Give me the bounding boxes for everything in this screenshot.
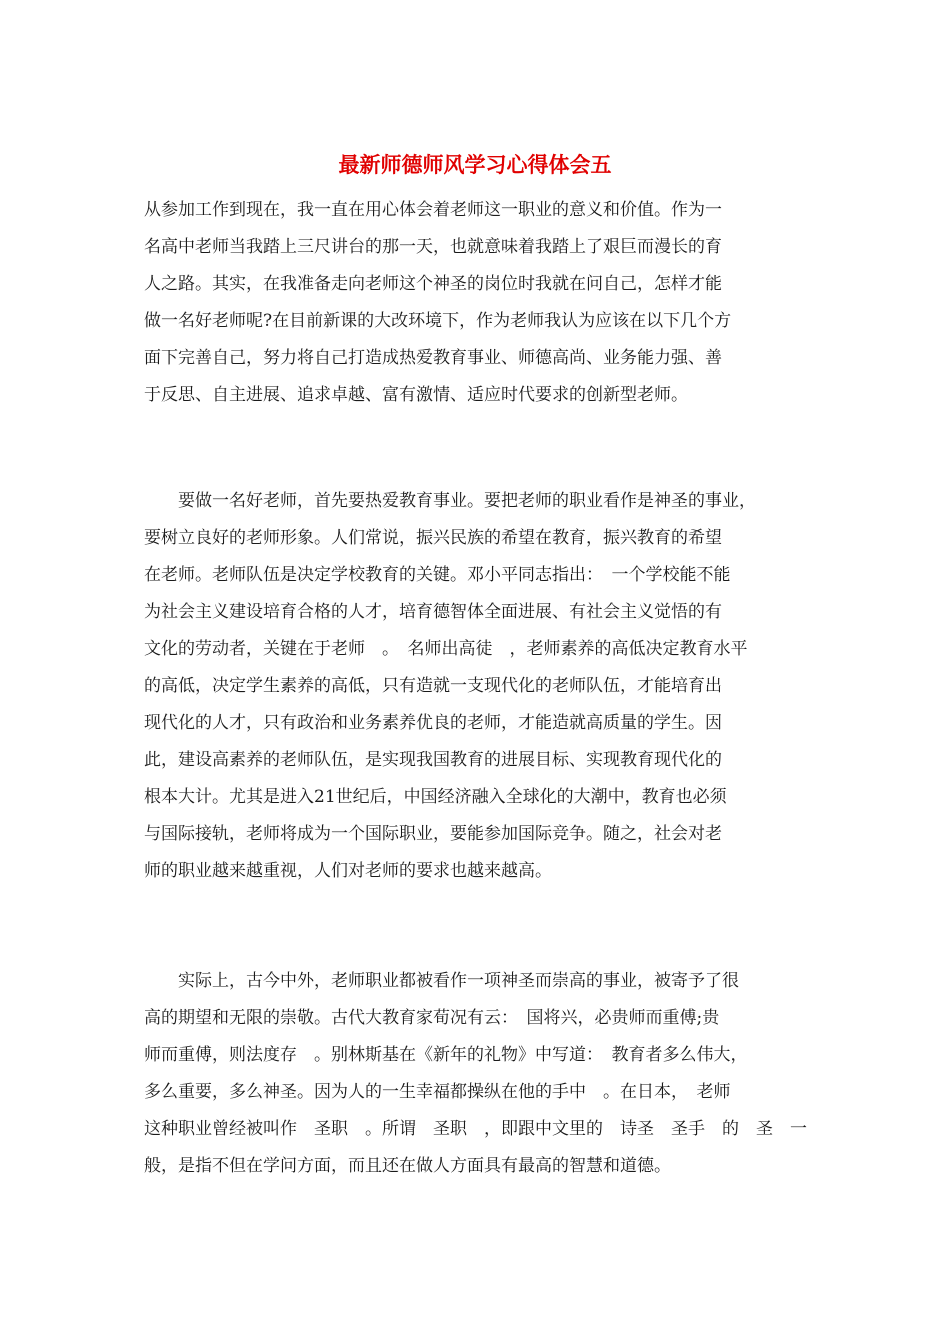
text-line: 实际上，古今中外，老师职业都被看作一项神圣而崇高的事业，被寄予了很	[144, 971, 739, 991]
text-line: 文化的劳动者，关键在于老师 。 名师出高徒 ，老师素养的高低决定教育水平	[144, 639, 748, 659]
text-line: 人之路。其实，在我准备走向老师这个神圣的岗位时我就在问自己，怎样才能	[144, 274, 722, 294]
text-line: 般，是指不但在学问方面，而且还在做人方面具有最高的智慧和道德。	[144, 1156, 671, 1176]
paragraph-2	[144, 483, 816, 890]
text-line: 师而重傅，则法度存 。别林斯基在《新年的礼物》中写道： 教育者多么伟大，	[144, 1045, 748, 1065]
text-line: 在老师。老师队伍是决定学校教育的关键。邓小平同志指出： 一个学校能不能	[144, 565, 731, 585]
text-line: 的高低，决定学生素养的高低，只有造就一支现代化的老师队伍，才能培育出	[144, 676, 722, 696]
text-line: 此，建设高素养的老师队伍，是实现我国教育的进展目标、实现教育现代化的	[144, 750, 722, 770]
text-line: 现代化的人才，只有政治和业务素养优良的老师，才能造就高质量的学生。因	[144, 713, 722, 733]
text-line: 于反思、自主进展、追求卓越、富有激情、适应时代要求的创新型老师。	[144, 385, 688, 405]
text-line: 这种职业曾经被叫作 圣职 。所谓 圣职 ，即跟中文里的 诗圣 圣手 的 圣 一	[144, 1119, 807, 1139]
text-line: 高的期望和无限的崇敬。古代大教育家荀况有云： 国将兴，必贵师而重傅;贵	[144, 1008, 720, 1028]
text-line: 与国际接轨，老师将成为一个国际职业，要能参加国际竞争。随之，社会对老	[144, 824, 722, 844]
text-line: 面下完善自己，努力将自己打造成热爱教育事业、师德高尚、业务能力强、善	[144, 348, 722, 368]
paragraph-3	[144, 963, 816, 1185]
text-line: 做一名好老师呢?在目前新课的大改环境下，作为老师我认为应该在以下几个方	[144, 311, 732, 331]
text-line: 名高中老师当我踏上三尺讲台的那一天，也就意味着我踏上了艰巨而漫长的育	[144, 237, 722, 257]
paragraph-1	[144, 192, 816, 414]
text-line: 要树立良好的老师形象。人们常说，振兴民族的希望在教育，振兴教育的希望	[144, 528, 722, 548]
text-line: 师的职业越来越重视，人们对老师的要求也越来越高。	[144, 861, 552, 881]
text-line: 从参加工作到现在，我一直在用心体会着老师这一职业的意义和价值。作为一	[144, 200, 722, 220]
document-title: 最新师德师风学习心得体会五	[338, 153, 612, 177]
text-line: 根本大计。尤其是进入21世纪后，中国经济融入全球化的大潮中，教育也必须	[144, 787, 727, 807]
text-line: 为社会主义建设培育合格的人才，培育德智体全面进展、有社会主义觉悟的有	[144, 602, 722, 622]
text-line: 要做一名好老师，首先要热爱教育事业。要把老师的职业看作是神圣的事业，	[144, 491, 756, 511]
text-line: 多么重要，多么神圣。因为人的一生幸福都操纵在他的手中 。在日本， 老师	[144, 1082, 731, 1102]
